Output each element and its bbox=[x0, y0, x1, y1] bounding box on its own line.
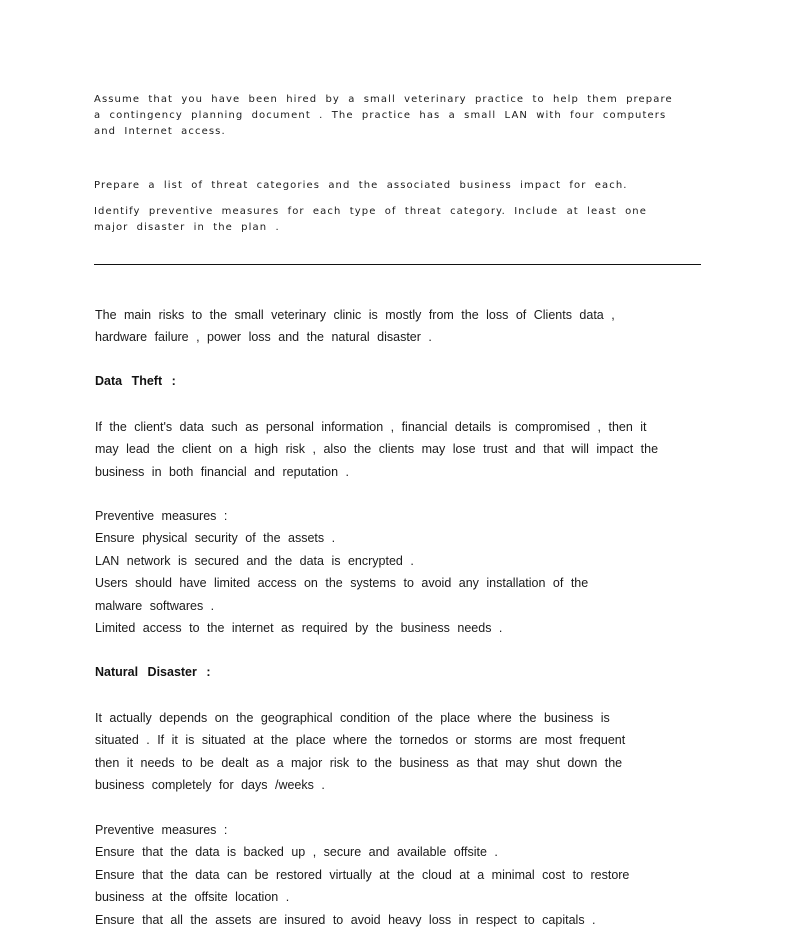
measure-line: Ensure that the data is backed up , secure and available offsite . bbox=[95, 845, 498, 860]
measure-line: Ensure that the data can be restored virtually at the cloud at a minimal cost to restore bbox=[95, 867, 630, 882]
measure-line: Ensure physical security of the assets . bbox=[95, 531, 336, 546]
measure-line: Limited access to the internet as required by the business needs . bbox=[95, 621, 503, 636]
text-line: The main risks to the small veterinary clinic is mostly from the loss of Clients data , bbox=[95, 308, 615, 322]
text-line: It actually depends on the geographical condition of the place where the business is bbox=[95, 711, 610, 725]
natural-disaster-measures bbox=[95, 819, 701, 931]
text-line: business completely for days /weeks . bbox=[95, 778, 325, 793]
measure-line: LAN network is secured and the data is encrypted . bbox=[95, 553, 414, 568]
measure-line: Ensure that all the assets are insured to avoid heavy loss in respect to capitals . bbox=[95, 912, 596, 927]
measure-line: business at the offsite location . bbox=[95, 890, 290, 905]
section-divider bbox=[94, 264, 701, 265]
intro-paragraph bbox=[95, 304, 701, 349]
text-line: situated . If it is situated at the place where the tornedos or storms are most frequent bbox=[95, 733, 626, 748]
text-line: then it needs to be dealt as a major risk to the business as that may shut down the bbox=[95, 755, 623, 770]
measure-line: Users should have limited access on the systems to avoid any installation of the bbox=[95, 576, 589, 591]
data-theft-heading: Data Theft : bbox=[95, 374, 176, 388]
text-line: If the client's data such as personal information , financial details is compromised , then it bbox=[95, 420, 647, 434]
text-line: business in both financial and reputation . bbox=[95, 464, 350, 479]
data-theft-measures bbox=[95, 505, 701, 639]
assignment-identify-paragraph: Identify preventive measures for each type of threat category. Include at least one major disaster in the plan . bbox=[94, 206, 647, 233]
assignment-assume-paragraph: Assume that you have been hired by a small veterinary practice to help them prepare a contingency planning document . The practice has a small LAN with four computers and Internet access. bbox=[94, 94, 673, 137]
assignment-prepare-paragraph: Prepare a list of threat categories and the associated business impact for each. bbox=[94, 180, 628, 191]
measures-label: Preventive measures : bbox=[95, 823, 228, 837]
text-line: may lead the client on a high risk , also the clients may lose trust and that will impact the bbox=[95, 442, 659, 457]
data-theft-impact-paragraph bbox=[95, 416, 701, 483]
natural-disaster-impact-paragraph bbox=[95, 707, 701, 797]
measures-label: Preventive measures : bbox=[95, 509, 228, 523]
natural-disaster-heading: Natural Disaster : bbox=[95, 665, 211, 679]
text-line: hardware failure , power loss and the natural disaster . bbox=[95, 330, 432, 345]
measure-line: malware softwares . bbox=[95, 598, 215, 613]
